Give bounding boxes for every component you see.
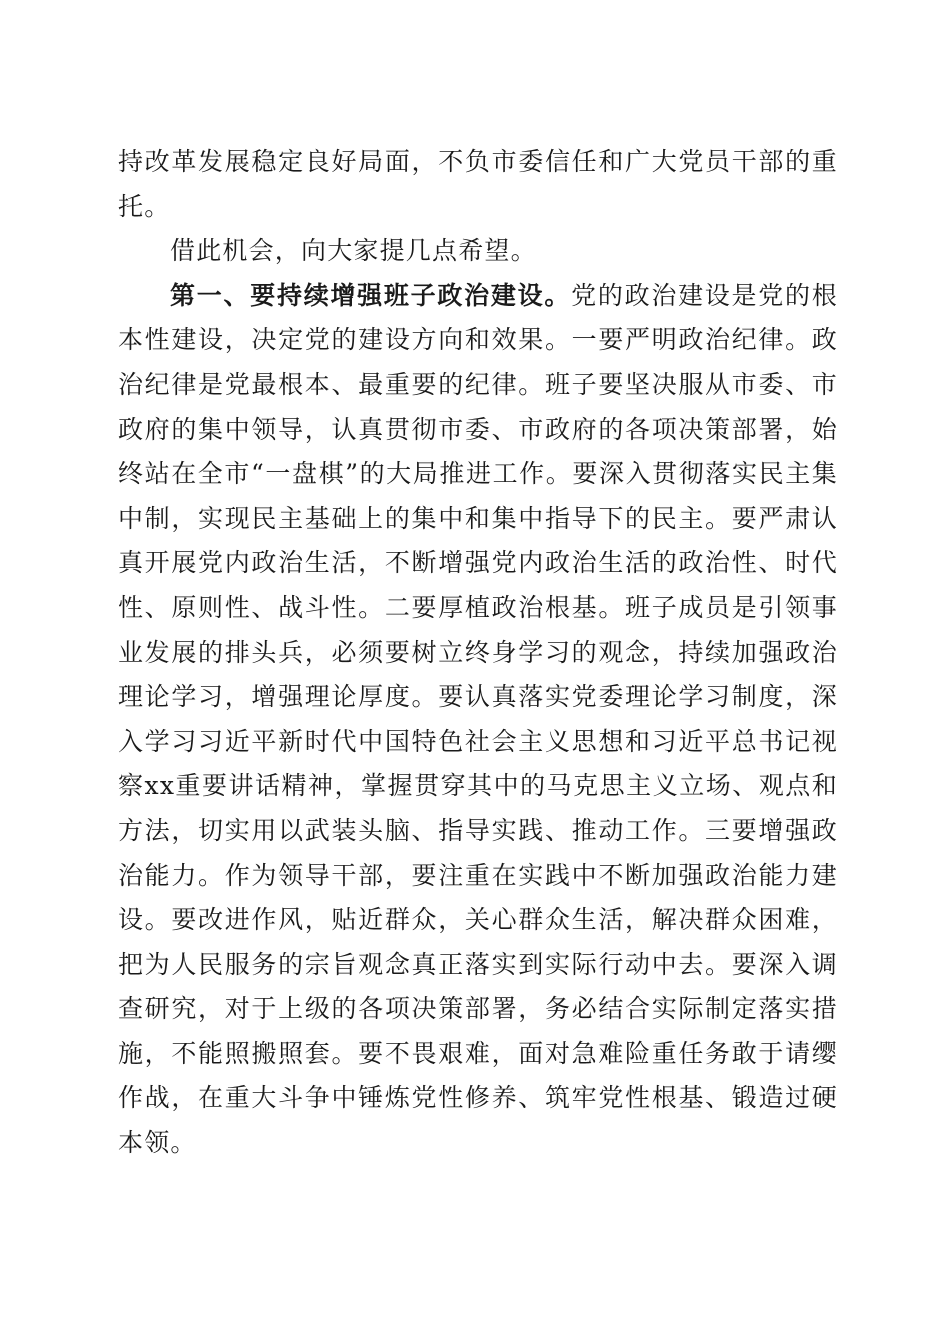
paragraph-first-point	[118, 274, 838, 1166]
document-body	[118, 140, 838, 1166]
paragraph-continuation: 持改革发展稳定良好局面，不负市委信任和广大党员干部的重托。	[118, 147, 838, 221]
point-heading: 第一、要持续增强班子政治建设。	[170, 280, 572, 310]
point-body: 党的政治建设是党的根本性建设，决定党的建设方向和效果。一要严明政治纪律。政治纪律是党最根本、最重要的纪律。班子要坚决服从市委、市政府的集中领导，认真贯彻市委、市政府的各项决策部署，始终站在全市“一盘棋”的大局推进工作。要深入贯彻落实民主集中制，实现民主基础上的集中和集中指导下的民主。要严肃认真开展党内政治生活，不断增强党内政治生活的政治性、时代性、原则性、战斗性。二要厚植政治根基。班子成员是引领事业发展的排头兵，必须要树立终身学习的观念，持续加强政治理论学习，增强理论厚度。要认真落实党委理论学习制度，深入学习习近平新时代中国特色社会主义思想和习近平总书记视察xx重要讲话精神，掌握贯穿其中的马克思主义立场、观点和方法，切实用以武装头脑、指导实践、推动工作。三要增强政治能力。作为领导干部，要注重在实践中不断加强政治能力建设。要改进作风，贴近群众，关心群众生活，解决群众困难，把为人民服务的宗旨观念真正落实到实际行动中去。要深入调查研究，对于上级的各项决策部署，务必结合实际制定落实措施，不能照搬照套。要不畏艰难，面对急难险重任务敢于请缨作战，在重大斗争中锤炼党性修养、筑牢党性根基、锻造过硬本领。	[118, 280, 838, 1158]
paragraph-intro: 借此机会，向大家提几点希望。	[170, 236, 537, 266]
